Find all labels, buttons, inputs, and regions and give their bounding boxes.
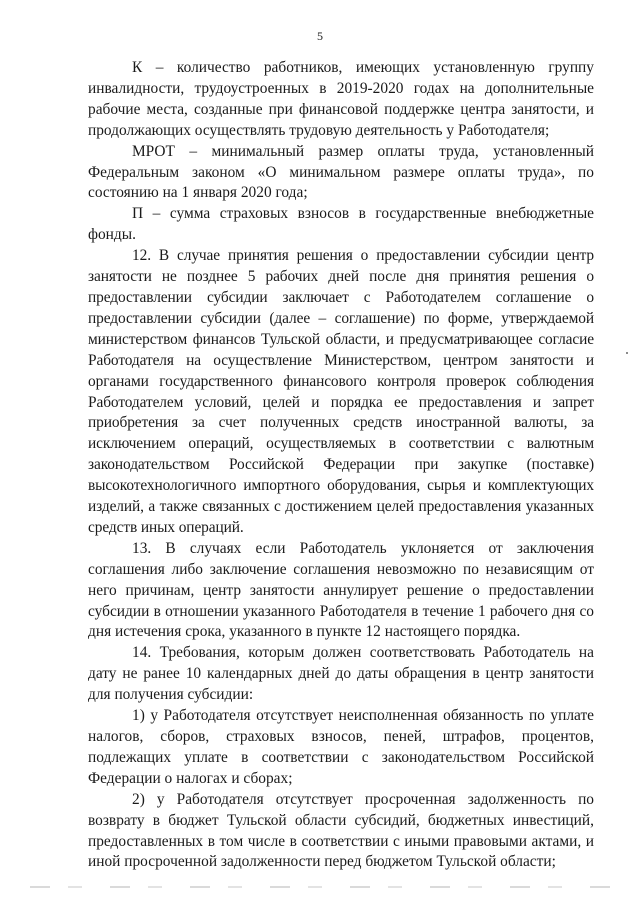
page-number: 5: [317, 29, 323, 43]
scan-artifact-dot: [626, 352, 628, 354]
document-body: [88, 58, 594, 873]
paragraph-clause-14-item-2: 2) у Работодателя отсутствует просроченная задолженность по возврату в бюджет Тульской области субсидий, бюджетных инвестиций, предоставленных в том числе в соответствии с иными правовыми актами, и иной просроченной задолженности перед бюджетом Тульской области;: [88, 790, 594, 871]
paragraph-p-definition: П – сумма страховых взносов в государственные внебюджетные фонды.: [88, 205, 594, 244]
paragraph-k-definition: К – количество работников, имеющих установленную группу инвалидности, трудоустроенных в 2019-2020 годах на дополнительные рабочие места, созданные при финансовой поддержке центра занятости, и продолжающих осуществлять трудовую деятельность у Работодателя;: [88, 59, 594, 139]
paragraph-clause-14-item-1: 1) у Работодателя отсутствует неисполненная обязанность по уплате налогов, сборов, страховых взносов, пеней, штрафов, процентов, подлежащих уплате в соответствии с законодательством Российской Федерации о налогах и сборах;: [88, 707, 594, 787]
scan-artifact-bottom-line: [30, 886, 620, 888]
paragraph-mrot-definition: МРОТ – минимальный размер оплаты труда, установленный Федеральным законом «О минимальном размере оплаты труда», по состоянию на 1 января 2020 года;: [88, 142, 594, 202]
paragraph-clause-14: 14. Требования, которым должен соответствовать Работодатель на дату не ранее 10 календарных дней до даты обращения в центр занятости для получения субсидии:: [88, 644, 594, 704]
paragraph-clause-12: 12. В случае принятия решения о предоставлении субсидии центр занятости не позднее 5 рабочих дней после дня принятия решения о предоставлении субсидии заключает с Работодателем соглашение о предоставлении субсидии (далее – соглашение) по форме, утверждаемой министерством финансов Тульской области, и предусматривающее согласие Работодателя на осуществление Министерством, центром занятости и органами государственного финансового контроля проверок соблюдения Работодателем условий, целей и порядка ее предоставления и запрет приобретения за счет полученных средств иностранной валюты, за исключением операций, осуществляемых в соответствии с валютным законодательством Российской Федерации при закупке (поставке) высокотехнологичного импортного оборудования, сырья и комплектующих изделий, а также связанных с достижением целей предоставления указанных средств иных операций.: [88, 247, 594, 536]
paragraph-clause-13: 13. В случаях если Работодатель уклоняется от заключения соглашения либо заключение соглашения невозможно по независящим от него причинам, центр занятости аннулирует решение о предоставлении субсидии в отношении указанного Работодателя в течение 1 рабочего дня со дня истечения срока, указанного в пункте 12 настоящего порядка.: [88, 539, 594, 641]
